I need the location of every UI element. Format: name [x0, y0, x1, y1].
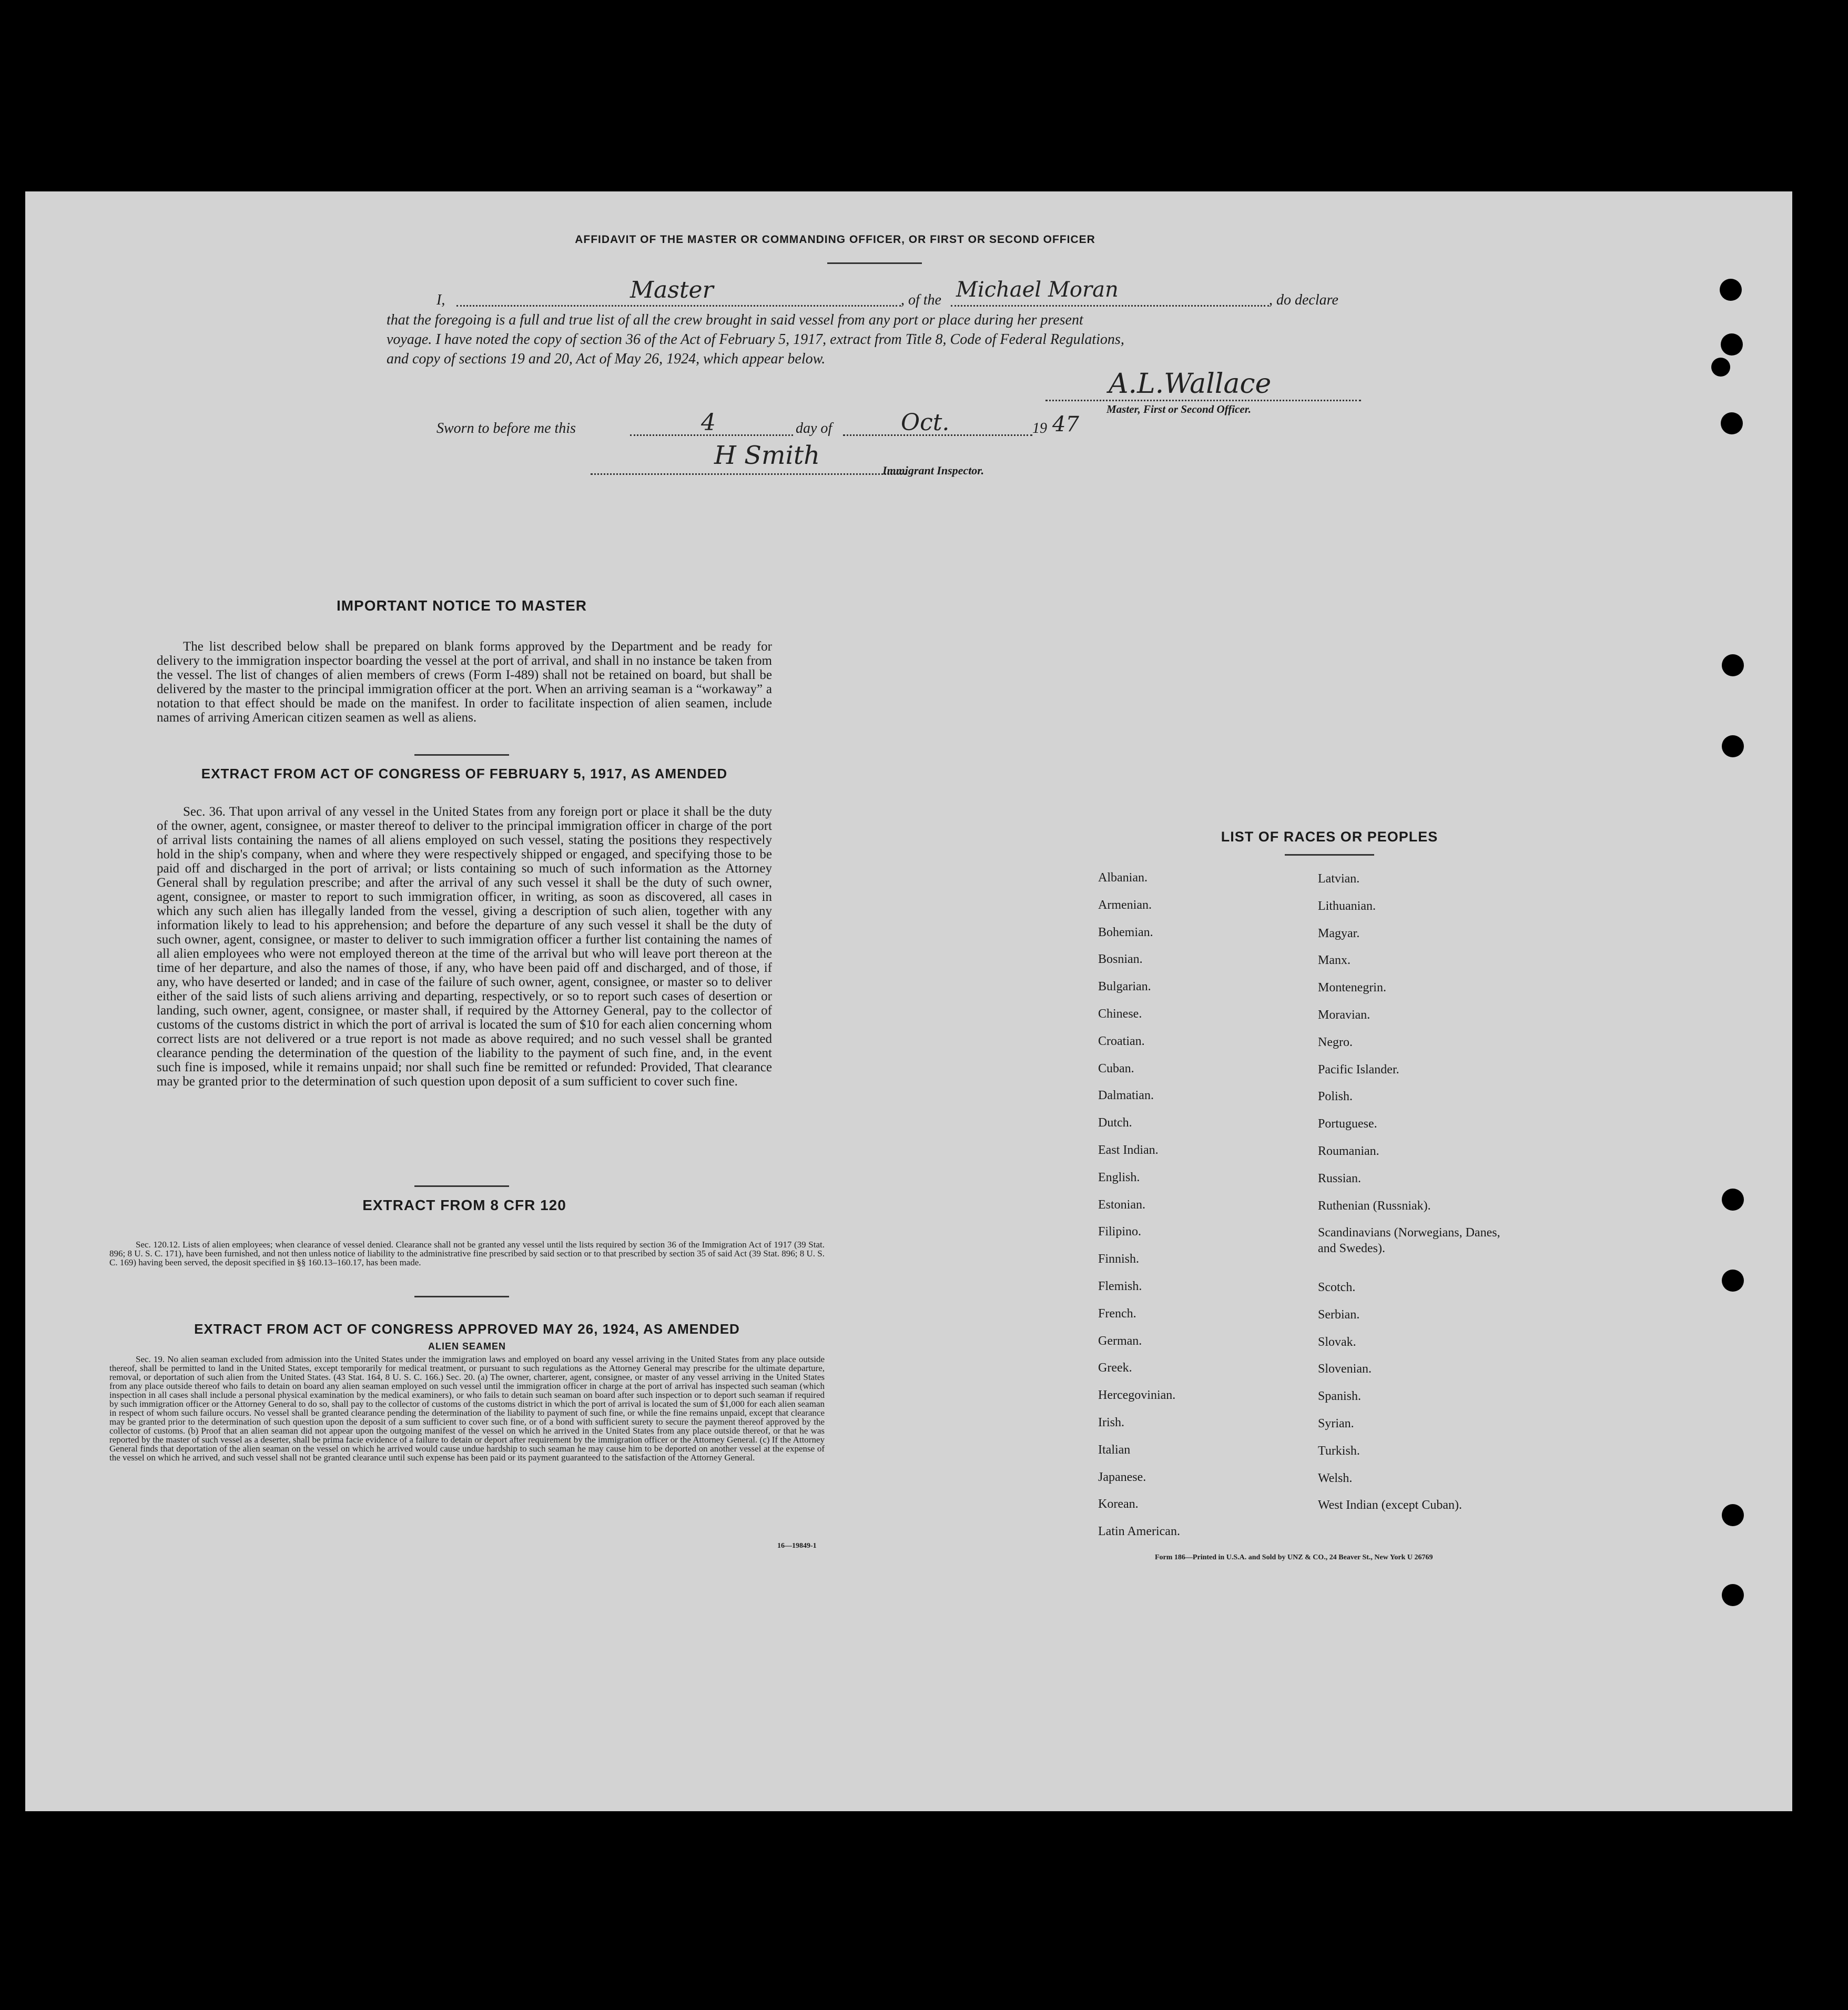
extract-1924-body: Sec. 19. No alien seaman excluded from admission into the United States under the immigration laws and employed on board any vessel arriving in the United States from any place outside thereof, shall be permitted to land in the United States, except temporarily for medical treatment, or pursuant to such regulations as the Attorney General may prescribe for the ultimate departure, removal, or deportation of such alien from the United States. (43 Stat. 164, 8 U. S. C. 166.) Sec. 20. (a) The owner, charterer, agent, consignee, or master of any vessel arriving in the United States from any place outside thereof who fails to detain on board any alien seaman employed on such vessel until the immigration officer in charge at the port of arrival has inspected such seaman (which inspection in all cases shall include a personal physical examination by the medical examiners), or who fails to detain such seaman on board after such inspection or to deport such seaman if required by such immigration officer or the Attorney General to do so, shall pay to the collector of customs of the customs district in which the port of arrival is located the sum of $1,000 for each alien seaman in respect of whom such failure occurs. No vessel shall be granted clearance pending the determination of the liability to payment of such fine, or while the fine remains unpaid, except that clearance may be granted prior to the determination of such question upon the deposit of a sum sufficient to cover such fine, or of a bond with sufficient surety to secure the payment thereof approved by the collector of customs. (b) Proof that an alien seaman did not appear upon the outgoing manifest of the vessel on which he arrived in the United States from any place outside thereof, or that he was reported by the master of such vessel as a deserter, shall be prima facie evidence of a failure to detain or deport after requirement by the immigration officer or the Attorney General. (c) If the Attorney General finds that deportation of the alien seaman on the vessel on which he arrived would cause undue hardship to such seaman he may cause him to be deported on another vessel at the expense of the vessel on which he arrived, and such vessel shall not be granted clearance until such expense has been paid or its payment guaranteed to the satisfaction of the Attorney General.	[109, 1354, 825, 1463]
extract-1924-title: EXTRACT FROM ACT OF CONGRESS APPROVED MAY 26, 1924, AS AMENDED	[194, 1321, 740, 1337]
race-item: Pacific Islander.	[1318, 1062, 1399, 1077]
punch-hole	[1722, 735, 1744, 757]
signature-caption: Master, First or Second Officer.	[1106, 403, 1251, 415]
vessel-value: Michael Moran	[956, 278, 1119, 302]
day-value: 4	[701, 409, 716, 436]
cfr-title: EXTRACT FROM 8 CFR 120	[362, 1197, 566, 1213]
cfr-body: Sec. 120.12. Lists of alien employees; when clearance of vessel denied. Clearance shall not be granted any vessel until the lists required by section 36 of the Immigration Act of 1917 (39 Stat. 896; 8 U. S. C. 171), have been furnished, and not then unless notice of liability to the administrative fine prescribed by said section or to that prescribed by section 35 of said Act (39 Stat. 896; 8 U. S. C. 169) having been served, the deposit specified in §§ 160.13–160.17, has been made.	[109, 1240, 825, 1267]
race-item: Croatian.	[1098, 1034, 1145, 1048]
inspector-caption: Immigrant Inspector.	[882, 464, 984, 477]
race-item: Japanese.	[1098, 1470, 1146, 1484]
race-item: Montenegrin.	[1318, 981, 1386, 995]
race-item: Dalmatian.	[1098, 1089, 1154, 1103]
month-value: Oct.	[901, 409, 950, 436]
race-item: Hercegovinian.	[1098, 1388, 1176, 1403]
race-item: Slovenian.	[1318, 1362, 1372, 1376]
race-item: English.	[1098, 1170, 1140, 1184]
punch-hole	[1722, 1189, 1744, 1211]
day-of-text: day of	[796, 420, 832, 436]
punch-hole	[1722, 654, 1744, 676]
races-rule	[1285, 854, 1374, 856]
punch-hole	[1722, 1270, 1744, 1292]
race-item: Italian	[1098, 1443, 1131, 1457]
cfr-rule	[414, 1296, 509, 1297]
race-item: Scandinavians (Norwegians, Danes, and Swedes).	[1318, 1226, 1500, 1256]
race-item: Welsh.	[1318, 1471, 1353, 1485]
race-item: East Indian.	[1098, 1143, 1159, 1157]
race-item: Turkish.	[1318, 1444, 1360, 1458]
punch-hole	[1720, 279, 1742, 301]
race-item: Portuguese.	[1318, 1117, 1377, 1131]
affidavit-pronoun: I,	[436, 292, 445, 308]
sworn-text: Sworn to before me this	[436, 420, 576, 436]
race-item: Manx.	[1318, 953, 1351, 968]
race-item: German.	[1098, 1334, 1142, 1348]
race-item: Armenian.	[1098, 898, 1152, 912]
race-item: Moravian.	[1318, 1008, 1370, 1022]
race-item: Filipino.	[1098, 1225, 1142, 1239]
do-declare-text: , do declare	[1269, 292, 1338, 308]
name-line	[456, 305, 901, 307]
race-item: Slovak.	[1318, 1335, 1356, 1349]
race-item: Polish.	[1318, 1090, 1353, 1104]
race-item: Albanian.	[1098, 871, 1148, 885]
form-code: 16—19849-1	[777, 1542, 817, 1550]
punch-hole	[1722, 1584, 1744, 1606]
race-item: Russian.	[1318, 1171, 1362, 1185]
punch-hole	[1721, 412, 1743, 434]
race-item: Cuban.	[1098, 1061, 1134, 1075]
extract-1917-rule	[414, 1185, 509, 1187]
race-item: Korean.	[1098, 1497, 1139, 1511]
signature-line	[1045, 400, 1361, 401]
affidavit-title: AFFIDAVIT OF THE MASTER OR COMMANDING OFFICER, OR FIRST OR SECOND OFFICER	[575, 234, 1095, 246]
race-item: Dutch.	[1098, 1116, 1132, 1130]
race-item: Serbian.	[1318, 1307, 1360, 1322]
affidavit-line-3: voyage. I have noted the copy of section 36 of the Act of February 5, 1917, extract from Title 8, Code of Federal Regulations,	[387, 331, 1124, 348]
title-rule	[827, 262, 922, 264]
notice-rule	[414, 754, 509, 756]
year-value: 47	[1052, 412, 1079, 436]
race-item: Bosnian.	[1098, 952, 1143, 967]
race-item: Latvian.	[1318, 872, 1360, 886]
race-item: Negro.	[1318, 1035, 1353, 1049]
vessel-line	[951, 305, 1269, 307]
race-item: Magyar.	[1318, 926, 1360, 940]
name-value: Master	[630, 277, 714, 303]
race-item: Irish.	[1098, 1416, 1124, 1429]
race-item: Greek.	[1098, 1361, 1132, 1375]
race-item: Finnish.	[1098, 1252, 1140, 1266]
printer-footer: Form 186—Printed in U.S.A. and Sold by UNZ & CO., 24 Beaver St., New York U 26769	[1155, 1554, 1433, 1561]
notice-title: IMPORTANT NOTICE TO MASTER	[336, 597, 587, 614]
extract-1917-title: EXTRACT FROM ACT OF CONGRESS OF FEBRUARY 5, 1917, AS AMENDED	[201, 766, 728, 781]
race-item: West Indian (except Cuban).	[1318, 1498, 1462, 1512]
race-item: Flemish.	[1098, 1280, 1142, 1293]
notice-body: The list described below shall be prepared on blank forms approved by the Department and be ready for delivery to the immigration inspector boarding the vessel at the port of arrival, and shall in no instance be taken from the vessel. The list of changes of alien members of crews (Form I-489) shall not be retained on board, but shall be delivered by the master to the principal immigration officer at the port. When an arriving seaman is a “workaway” a notation to that effect should be made on the manifest. In order to facilitate inspection of alien seamen, include names of arriving American citizen seamen as well as aliens.	[157, 639, 772, 725]
race-item: Bohemian.	[1098, 925, 1153, 939]
punch-hole	[1721, 333, 1743, 356]
document-page	[25, 191, 1792, 1811]
race-item: Lithuanian.	[1318, 899, 1376, 913]
race-item: Roumanian.	[1318, 1144, 1379, 1158]
race-item: Estonian.	[1098, 1197, 1145, 1212]
inspector-signature: H Smith	[714, 441, 820, 470]
race-item: French.	[1098, 1306, 1136, 1321]
punch-hole	[1722, 1504, 1744, 1526]
affidavit-line-2: that the foregoing is a full and true list of all the crew brought in said vessel from any port or place during her present	[387, 312, 1083, 328]
race-item: Latin American.	[1098, 1525, 1180, 1539]
race-item: Bulgarian.	[1098, 980, 1151, 994]
affidavit-line-4: and copy of sections 19 and 20, Act of May 26, 1924, which appear below.	[387, 351, 826, 367]
extract-1917-body: Sec. 36. That upon arrival of any vessel in the United States from any foreign port or place it shall be the duty of the owner, agent, consignee, or master thereof to deliver to the principal immigration officer in charge of the port of arrival lists containing the names of all aliens employed on such vessel, stating the positions they respectively hold in the ship's company, when and where they were respectively shipped or engaged, and specifying those to be paid off and discharged in the port of arrival; or lists containing so much of such information as the Attorney General shall by regulation prescribe; and after the arrival of any such vessel it shall be the duty of such owner, agent, consignee, or master to report to such immigration officer, in writing, as soon as discovered, all cases in which any such alien has illegally landed from the vessel, giving a description of such alien, together with any information likely to lead to his apprehension; and before the departure of any such vessel it shall be the duty of such owner, agent, consignee, or master to deliver to such immigration officer a further list containing the names of all alien employees who were not employed thereon at the time of the arrival but who will leave port thereon at the time of her departure, and also the names of those, if any, who have been paid off and discharged, and of those, if any, who have deserted or landed; and in case of the failure of such owner, agent, consignee, or master so to deliver either of the said lists of such aliens arriving and departing, respectively, or so to report such cases of desertion or landing, such owner, agent, consignee, or master shall, if required by the Attorney General, pay to the collector of customs of the customs district in which the port of arrival is located the sum of $10 for each alien concerning whom correct lists are not delivered or a true report is not made as above required; and no such vessel shall be granted clearance pending the determination of the question of the liability to the payment of such fine, and, in the event such fine is imposed, while it remains unpaid; nor shall such fine be remitted or refunded: Provided, That clearance may be granted prior to the determination of such question upon deposit of a sum sufficient to cover such fine.	[157, 805, 772, 1089]
race-item: Chinese.	[1098, 1007, 1142, 1021]
extract-1924-subtitle: ALIEN SEAMEN	[428, 1341, 506, 1352]
race-item: Ruthenian (Russniak).	[1318, 1199, 1431, 1213]
of-the-text: , of the	[901, 292, 941, 308]
inspector-line	[591, 473, 906, 475]
year-prefix: 19	[1032, 420, 1047, 436]
master-signature: A.L.Wallace	[1109, 368, 1272, 400]
races-title: LIST OF RACES OR PEOPLES	[1221, 829, 1438, 845]
punch-hole	[1711, 358, 1730, 377]
race-item: Syrian.	[1318, 1417, 1354, 1430]
race-item: Scotch.	[1318, 1281, 1356, 1294]
race-item: Spanish.	[1318, 1389, 1362, 1404]
